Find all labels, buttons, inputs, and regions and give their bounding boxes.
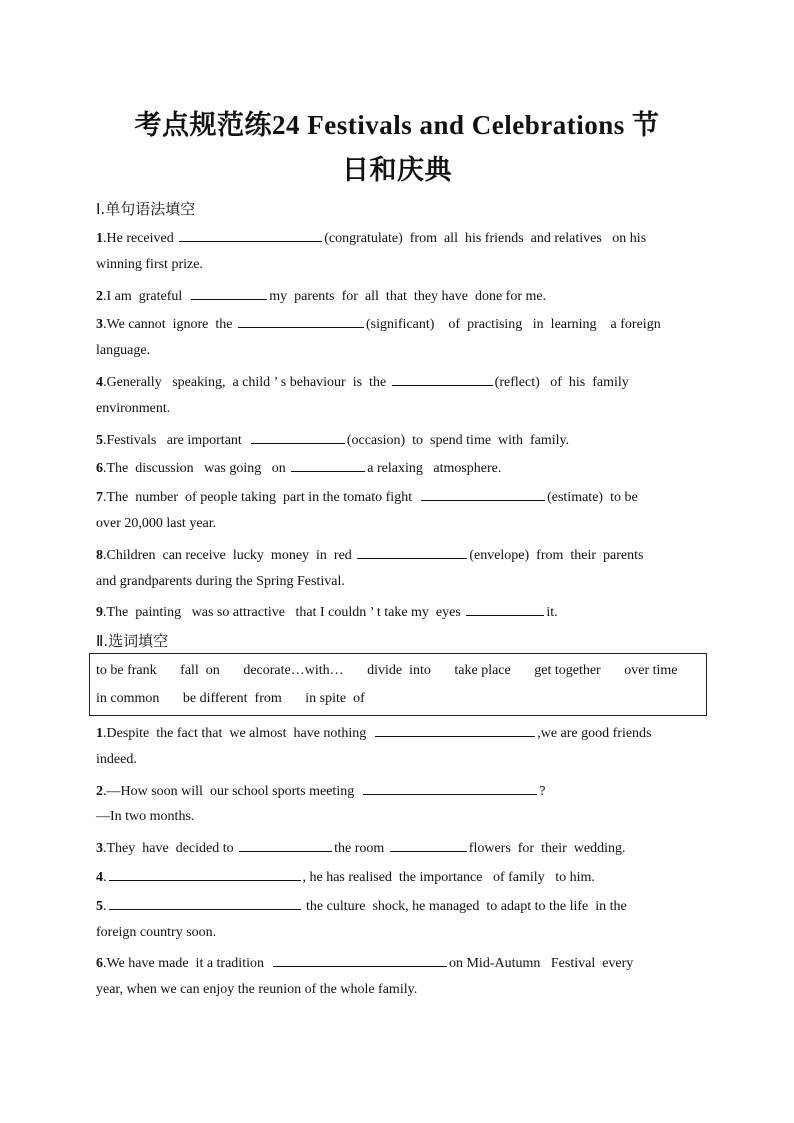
s2-q4-text-b: , he has realised the importance of family to him. xyxy=(302,870,595,885)
s2-q2-blank[interactable] xyxy=(363,781,537,795)
q2-line-1 xyxy=(96,286,546,305)
q8-number: 8 xyxy=(96,548,103,563)
word-bank-item: over time xyxy=(624,663,678,678)
s2-q5-text-b: the culture shock, he managed to adapt to the life in the xyxy=(302,899,627,914)
s2-q6-text-b: on Mid-Autumn Festival every xyxy=(448,956,634,971)
s2-q1-line-1 xyxy=(96,723,652,742)
q8-text-a: .Children can receive lucky money in red xyxy=(103,548,356,563)
s2-q5-line-1 xyxy=(96,896,627,915)
s2-q2-number: 2 xyxy=(96,784,103,799)
s2-q5-blank[interactable] xyxy=(109,896,301,910)
s2-q3-blank-1[interactable] xyxy=(239,838,332,852)
s2-q3-text-b: the room xyxy=(334,841,388,856)
q5-text-b: (occasion) to spend time with family. xyxy=(346,433,570,448)
page-title-line-2: 日和庆典 xyxy=(342,155,452,185)
s2-q4-line-1 xyxy=(96,867,595,886)
word-bank-row-1 xyxy=(96,663,698,679)
q6-text-a: .The discussion was going on xyxy=(103,461,290,476)
word-bank-row-2 xyxy=(96,691,385,707)
s2-q4-number: 4 xyxy=(96,870,103,885)
s2-q1-line-2: indeed. xyxy=(96,752,137,767)
q3-blank[interactable] xyxy=(238,314,364,328)
s2-q3-number: 3 xyxy=(96,841,103,856)
s2-q6-number: 6 xyxy=(96,956,103,971)
s2-q6-blank[interactable] xyxy=(273,953,447,967)
q9-line-1 xyxy=(96,602,558,621)
q3-number: 3 xyxy=(96,317,103,332)
s2-q4-text-a: . xyxy=(103,870,107,885)
q2-number: 2 xyxy=(96,289,103,304)
s2-q2-line-2: —In two months. xyxy=(96,809,195,824)
q3-line-1 xyxy=(96,314,661,333)
s2-q4-blank[interactable] xyxy=(109,867,301,881)
q7-line-1 xyxy=(96,487,638,506)
q6-blank[interactable] xyxy=(291,458,365,472)
q8-line-1 xyxy=(96,545,643,564)
q2-blank[interactable] xyxy=(191,286,267,300)
q8-blank[interactable] xyxy=(357,545,467,559)
q1-line-2: winning first prize. xyxy=(96,257,203,272)
q5-number: 5 xyxy=(96,433,103,448)
q3-text-a: .We cannot ignore the xyxy=(103,317,236,332)
s2-q6-text-a: .We have made it a tradition xyxy=(103,956,271,971)
s2-q6-line-1 xyxy=(96,953,633,972)
word-bank-item: get together xyxy=(534,663,601,678)
s2-q2-line-1 xyxy=(96,781,545,800)
q1-number: 1 xyxy=(96,231,103,246)
q6-number: 6 xyxy=(96,461,103,476)
word-bank-item: to be frank xyxy=(96,663,157,678)
q5-text-a: .Festivals are important xyxy=(103,433,249,448)
q5-blank[interactable] xyxy=(251,430,345,444)
word-bank-item: take place xyxy=(454,663,511,678)
q7-number: 7 xyxy=(96,490,103,505)
q4-text-b: (reflect) of his family xyxy=(494,375,629,390)
s2-q1-blank[interactable] xyxy=(375,723,535,737)
q9-number: 9 xyxy=(96,605,103,620)
word-bank-item: in spite of xyxy=(305,691,365,706)
word-bank-item: divide into xyxy=(367,663,431,678)
s2-q3-text-a: .They have decided to xyxy=(103,841,238,856)
q7-text-a: .The number of people taking part in the tomato fight xyxy=(103,490,420,505)
s2-q2-text-b: ? xyxy=(539,784,546,799)
s2-q5-text-a: . xyxy=(103,899,107,914)
s2-q3-line-1 xyxy=(96,838,625,857)
page-title-line-1: 考点规范练24 Festivals and Celebrations 节 xyxy=(134,110,660,140)
s2-q3-blank-2[interactable] xyxy=(390,838,467,852)
section-1-heading: Ⅰ.单句语法填空 xyxy=(96,200,196,218)
section-2-heading: Ⅱ.选词填空 xyxy=(96,632,169,650)
q7-text-b: (estimate) to be xyxy=(547,490,638,505)
q7-line-2: over 20,000 last year. xyxy=(96,516,217,531)
s2-q1-number: 1 xyxy=(96,726,103,741)
q4-line-2: environment. xyxy=(96,401,171,416)
q2-text-a: .I am grateful xyxy=(103,289,190,304)
q3-line-2: language. xyxy=(96,343,151,358)
s2-q6-line-2: year, when we can enjoy the reunion of the whole family. xyxy=(96,982,418,997)
q6-text-b: a relaxing atmosphere. xyxy=(367,461,502,476)
q4-text-a: .Generally speaking, a child ’ s behaviour is the xyxy=(103,375,390,390)
s2-q3-text-d: flowers for their wedding. xyxy=(468,841,626,856)
q1-text-b: (congratulate) from all his friends and relatives on his xyxy=(324,231,647,246)
q4-line-1 xyxy=(96,372,629,391)
s2-q1-text-b: ,we are good friends xyxy=(537,726,652,741)
q4-number: 4 xyxy=(96,375,103,390)
word-bank-item: fall on xyxy=(180,663,220,678)
word-bank-item: be different from xyxy=(182,691,282,706)
word-bank-item: decorate…with… xyxy=(243,663,344,678)
q1-text-a: .He received xyxy=(103,231,178,246)
s2-q1-text-a: .Despite the fact that we almost have nothing xyxy=(103,726,374,741)
q1-blank[interactable] xyxy=(179,228,322,242)
q9-blank[interactable] xyxy=(466,602,544,616)
s2-q5-number: 5 xyxy=(96,899,103,914)
q9-text-a: .The painting was so attractive that I couldn ’ t take my eyes xyxy=(103,605,465,620)
q1-line-1 xyxy=(96,228,646,247)
q9-text-b: it. xyxy=(546,605,558,620)
q5-line-1 xyxy=(96,430,569,449)
q6-line-1 xyxy=(96,458,501,477)
word-bank-item: in common xyxy=(96,691,160,706)
s2-q2-text-a: .—How soon will our school sports meeting xyxy=(103,784,362,799)
q8-line-2: and grandparents during the Spring Festival. xyxy=(96,574,345,589)
q7-blank[interactable] xyxy=(421,487,545,501)
q8-text-b: (envelope) from their parents xyxy=(469,548,644,563)
word-bank-box xyxy=(89,653,707,716)
q4-blank[interactable] xyxy=(392,372,493,386)
s2-q5-line-2: foreign country soon. xyxy=(96,925,217,940)
q3-text-b: (significant) of practising in learning a foreign xyxy=(366,317,661,332)
q2-text-b: my parents for all that they have done for me. xyxy=(269,289,547,304)
